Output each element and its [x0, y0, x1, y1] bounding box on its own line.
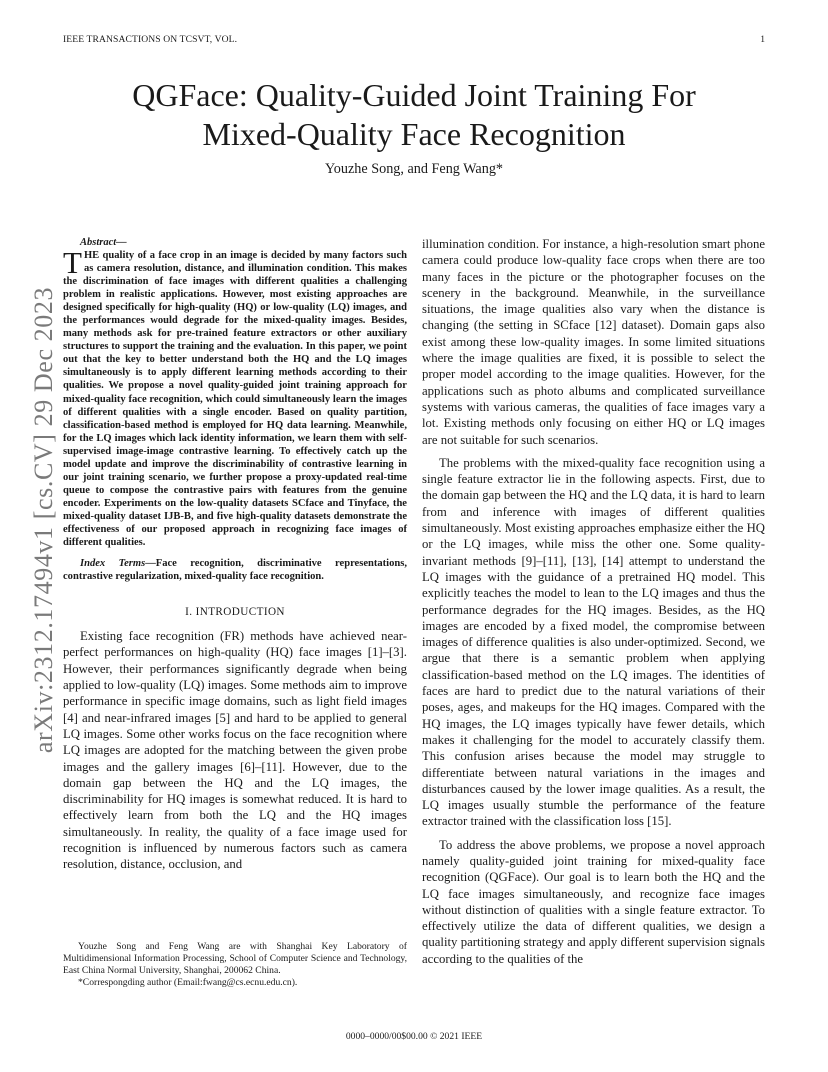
index-terms — [63, 557, 407, 583]
left-column — [63, 236, 407, 873]
abstract-text — [63, 245, 407, 549]
footnote-affiliation: Youzhe Song and Feng Wang are with Shanghai Key Laboratory of Multidimensional Information Processing, School of Computer Science and Technology, East China Normal University, Shanghai, 200062 China. — [63, 941, 407, 977]
abstract-body: HE quality of a face crop in an image is decided by many factors such as camera resolution, distance, and illumination condition. This makes the discrimination of face images with different qualities a challenging problem in realistic applications. However, most existing approaches are designed specifically for high-quality (HQ) or low-quality (LQ) images, and the performances would degrade for the mixed-quality images. Besides, many methods ask for pre-trained feature extractors or other auxiliary structures to support the training and the evaluation. In this paper, we point out that the key to better understand both the HQ and the LQ images simultaneously is to apply different learning methods according to their qualities. We propose a novel quality-guided joint training approach for mixed-quality face recognition, which could simultaneously learn the images of different qualities with a single encoder. Based on quality partition, classification-based method is employed for HQ data learning. Meanwhile, for the LQ images which lack identity information, we learn them with self-supervised image-image contrastive learning. To effectively catch up the model update and improve the discriminability of contrastive learning in our joint training scenario, we further propose a proxy-updated real-time queue to compose the contrastive pairs with features from the genuine encoder. Experiments on the low-quality datasets SCface and Tinyface, the mixed-quality dataset IJB-B, and five high-quality datasets demonstrate the effectiveness of our proposed approach in recognizing face images of different qualities. — [63, 250, 407, 549]
paper-title: QGFace: Quality-Guided Joint Training For Mixed-Quality Face Recognition — [132, 77, 696, 152]
index-terms-label: Index Terms — [80, 558, 146, 570]
footnote-corresponding-author: *Correspongding author (Email:fwang@cs.ecnu.edu.cn). — [78, 977, 298, 989]
intro-paragraph-1-continued: illumination condition. For instance, a high-resolution smart phone camera could produce low-quality face crops when there are too many faces in the picture or the photographer focuses on the scenery in the background. Meanwhile, in the surveillance situations, the image qualities also vary when the distance is changing (the setting in SCface [12] dataset). Domain gaps also exist among these low-quality images. In some limited situations where the image qualities are fixed, it is possible to select the proper model according to the image qualities. However, for the applications such as photo albums and complicated surveillance systems with various cameras, the qualities of face images vary a lot. Existing methods only focusing on either HQ or LQ images are not suitable for such scenarios. — [422, 237, 765, 447]
arxiv-stamp[interactable]: arXiv:2312.17494v1 [cs.CV] 29 Dec 2023 — [29, 286, 58, 754]
paper-authors: Youzhe Song, and Feng Wang* — [324, 161, 504, 177]
running-head: IEEE TRANSACTIONS ON TCSVT, VOL. — [63, 34, 238, 45]
right-column — [422, 236, 765, 967]
intro-paragraph-3: To address the above problems, we propose a novel approach namely quality-guided joint training for mixed-quality face recognition (QGFace). Our goal is to learn both the HQ and the LQ face images simultaneously, and recognize face images without distinction of qualities with a single feature extractor. To effectively utilize the data of different qualities, we design a quality partitioning strategy and apply different supervision signals according to the qualities of the — [422, 837, 765, 966]
intro-paragraph-1: Existing face recognition (FR) methods have achieved near-perfect performances on high-quality (HQ) face images [1]–[3]. However, their performances significantly degrade when being applied to low-quality (LQ) images. Some methods aim to improve performance in specific image domains, such as light field images [4] and near-infrared images [5] and hard to be applied to general LQ images. Some other works focus on the face recognition where LQ images are adopted for the matching between the given probe images and the gallery images [6]–[11]. However, due to the domain gap between the HQ and the LQ images, the discriminability for HQ images is somewhat reduced. It is hard to effectively learn from both the LQ and the HQ images simultaneously. In reality, the quality of a face image used for recognition is influenced by numerous factors such as camera resolution, distance, occlusion, and — [63, 629, 407, 872]
copyright-footer: 0000–0000/00$00.00 © 2021 IEEE — [345, 1031, 483, 1042]
abstract-label: Abstract— — [80, 237, 127, 248]
page-number: 1 — [760, 34, 765, 45]
index-terms-text: —Face recognition, discriminative representations, contrastive regularization, mixed-quality face recognition. — [63, 558, 407, 583]
abstract-dropcap: T — [63, 245, 82, 280]
section-heading-introduction: I. INTRODUCTION — [185, 606, 285, 619]
intro-paragraph-2: The problems with the mixed-quality face recognition using a single feature extractor lie in the following aspects. First, due to the domain gap between the HQ and the LQ data, it is hard to learn from and inference with images of different qualities simultaneously. Most existing approaches emphasize either the HQ or the LQ images, while miss the other one. Some quality-invariant methods [9]–[11], [13], [14] attempt to understand the LQ images with the guidance of a pretrained HQ model. This explicitly teaches the model to lean to the LQ images and thus the performance degrades for the HQ images. Besides, as the HQ images are encoded by a fixed model, the compromise between images of difference qualities is also under-optimized. Second, we argue that there is a semantic problem when applying classification-based method on the LQ images. The identities of faces are hard to predict due to the natural variations of their poses, ages, and makeups for the HQ images. Compared with the HQ images, the LQ images typically have fewer details, which makes it challenging for the model to accurately classify them. This confusion arises because the model may struggle to differentiate between natural variations in the images and disturbances caused by the lower image qualities. As a result, the LQ images usually stumble the performance of the feature extractor trained with the classification loss [15]. — [422, 455, 765, 829]
affiliation-footnote — [63, 941, 407, 989]
